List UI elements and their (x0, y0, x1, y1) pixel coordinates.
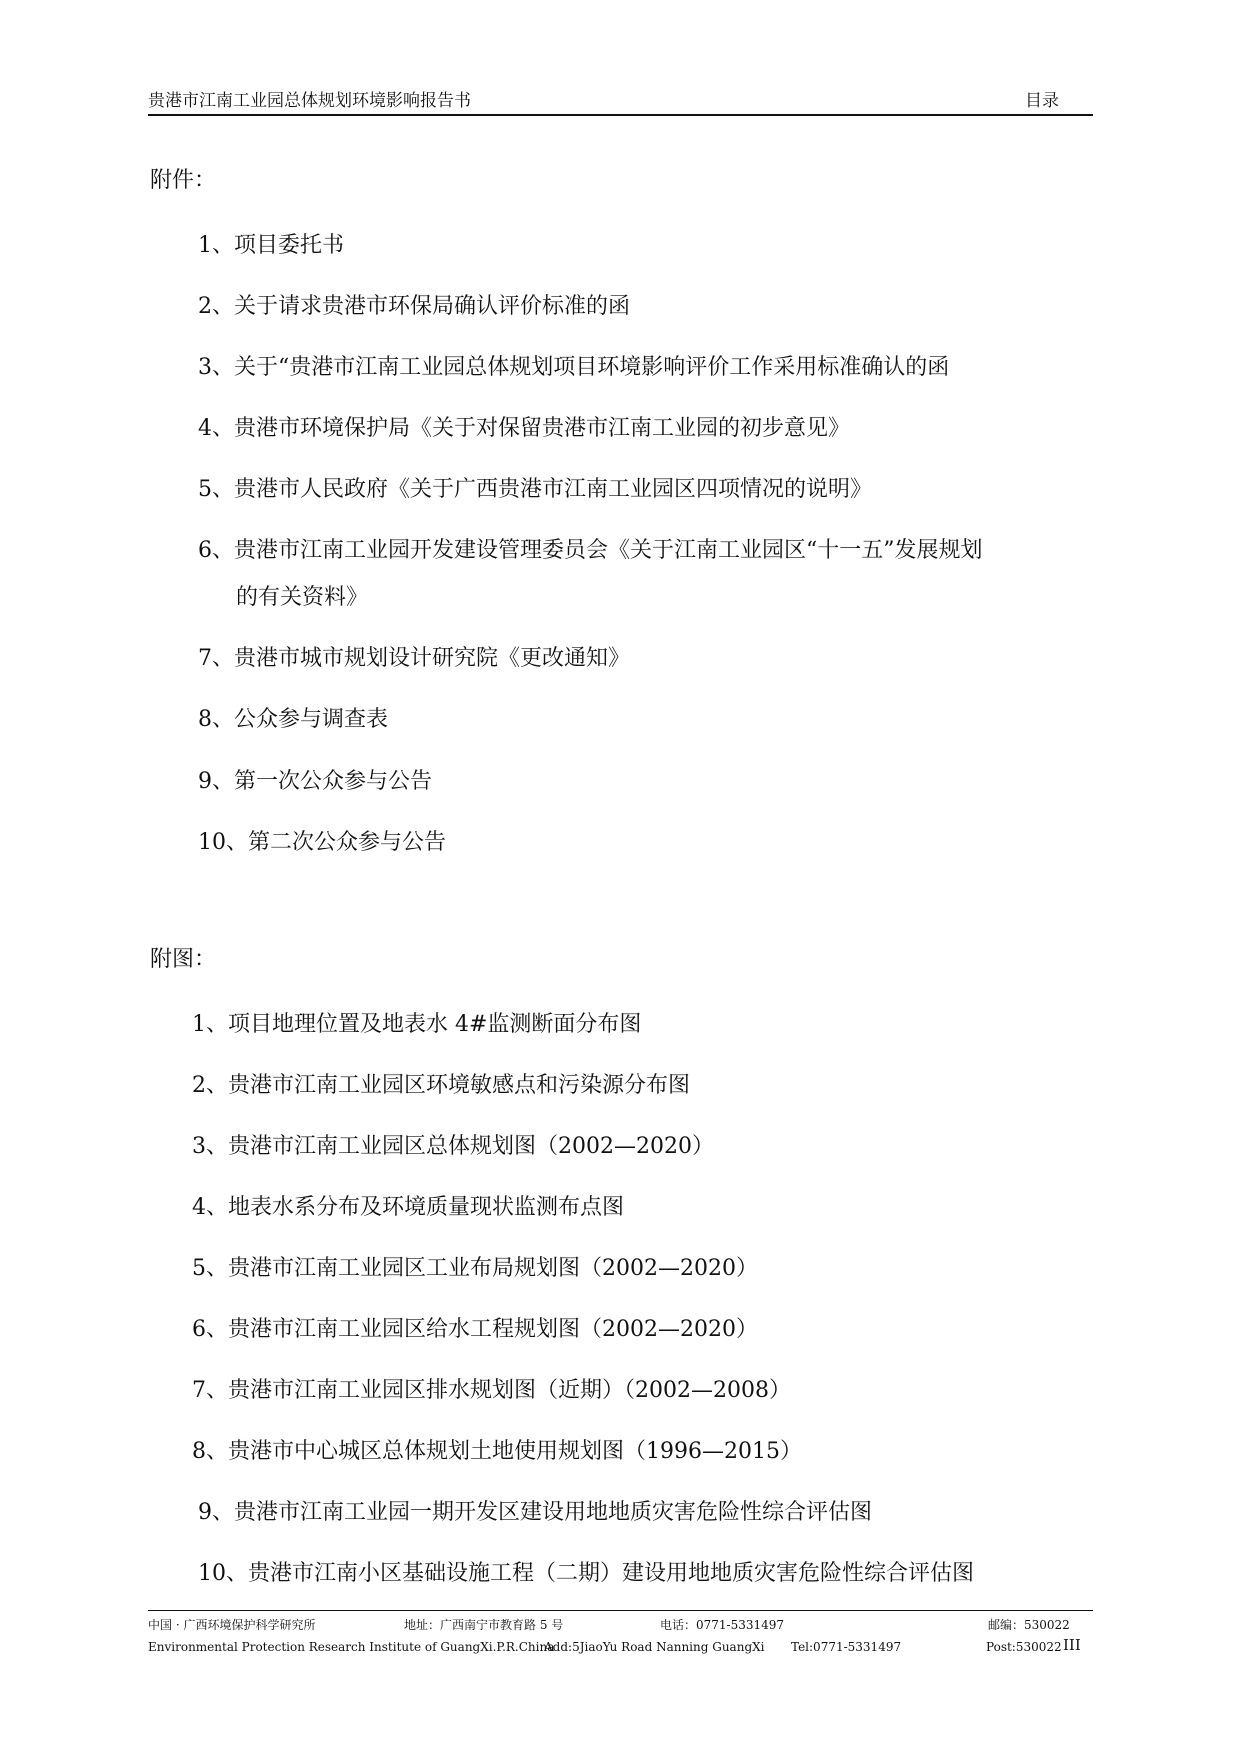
attachment-item: 9、第一次公众参与公告 (198, 769, 432, 794)
attachment-item: 5、贵港市人民政府《关于广西贵港市江南工业园区四项情况的说明》 (198, 477, 872, 502)
page-number: III (1063, 1636, 1081, 1654)
figure-item: 6、贵港市江南工业园区给水工程规划图（2002—2020） (192, 1317, 758, 1342)
attachment-item: 2、关于请求贵港市环保局确认评价标准的函 (198, 294, 630, 319)
attachment-item: 3、关于“贵港市江南工业园总体规划项目环境影响评价工作采用标准确认的函 (198, 355, 950, 380)
attachment-item: 10、第二次公众参与公告 (198, 830, 446, 855)
figure-item: 10、贵港市江南小区基础设施工程（二期）建设用地地质灾害危险性综合评估图 (198, 1561, 974, 1586)
figure-item: 5、贵港市江南工业园区工业布局规划图（2002—2020） (192, 1256, 758, 1281)
figure-item: 3、贵港市江南工业园区总体规划图（2002—2020） (192, 1134, 714, 1159)
attachment-item: 8、公众参与调查表 (198, 707, 388, 732)
attachment-item: 1、项目委托书 (198, 233, 344, 258)
attachment-item: 4、贵港市环境保护局《关于对保留贵港市江南工业园的初步意见》 (198, 416, 850, 441)
footer-phone-en: Tel:0771-5331497 (791, 1640, 902, 1654)
page-footer (148, 1610, 1093, 1670)
attachment-item-continuation: 的有关资料》 (236, 585, 369, 610)
footer-post-cn: 邮编：530022 (988, 1618, 1070, 1632)
figure-item: 2、贵港市江南工业园区环境敏感点和污染源分布图 (192, 1073, 690, 1098)
figure-item: 9、贵港市江南工业园一期开发区建设用地地质灾害危险性综合评估图 (198, 1500, 872, 1525)
header-rule (148, 114, 1093, 116)
footer-phone-cn: 电话：0771-5331497 (660, 1618, 785, 1632)
figure-item: 7、贵港市江南工业园区排水规划图（近期）（2002—2008） (192, 1378, 791, 1403)
footer-org-cn: 中国 · 广西环境保护科学研究所 (148, 1618, 316, 1632)
footer-rule (148, 1610, 1093, 1611)
figure-item: 1、项目地理位置及地表水 4#监测断面分布图 (192, 1012, 642, 1037)
footer-address-en: Add:5JiaoYu Road Nanning GuangXi (544, 1640, 765, 1654)
report-title: 贵港市江南工业园总体规划环境影响报告书 (148, 91, 471, 111)
attachments-heading: 附件： (150, 168, 217, 193)
attachment-item: 7、贵港市城市规划设计研究院《更改通知》 (198, 646, 630, 671)
footer-post-en: Post:530022 (986, 1640, 1062, 1654)
attachment-item: 6、贵港市江南工业园开发建设管理委员会《关于江南工业园区“十一五”发展规划 (198, 538, 983, 563)
section-label: 目录 (1025, 91, 1059, 111)
page-header (148, 86, 1093, 116)
figure-item: 8、贵港市中心城区总体规划土地使用规划图（1996—2015） (192, 1439, 802, 1464)
footer-address-cn: 地址：广西南宁市教育路 5 号 (404, 1618, 564, 1632)
figures-heading: 附图： (150, 947, 217, 972)
footer-org-en: Environmental Protection Research Institute of GuangXi.P.R.China (148, 1640, 555, 1654)
figure-item: 4、地表水系分布及环境质量现状监测布点图 (192, 1195, 624, 1220)
